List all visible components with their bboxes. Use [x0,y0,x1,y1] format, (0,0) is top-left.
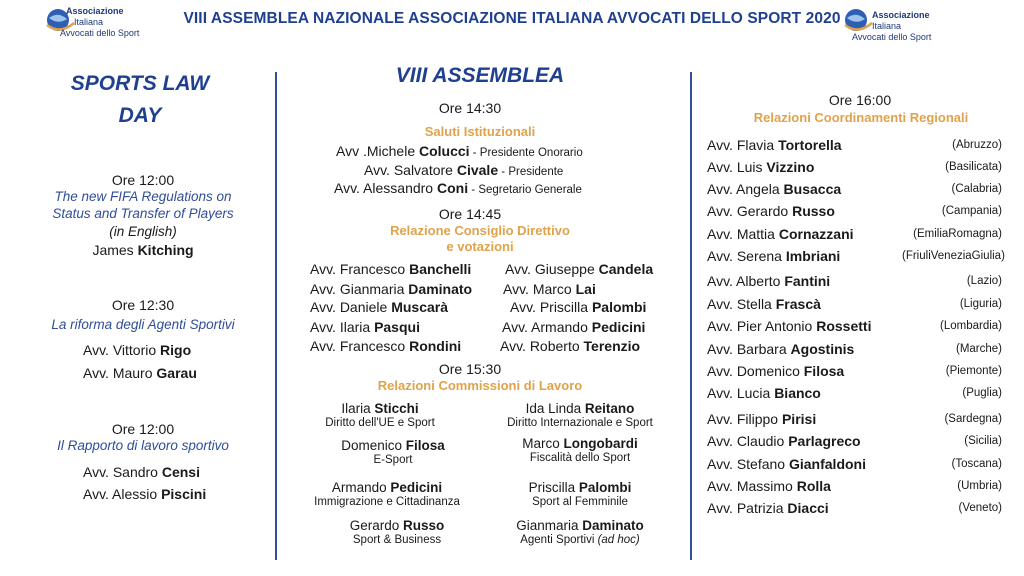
member-last-name: Filosa [405,438,445,453]
speaker-first-name: Avv. Alessio [83,486,162,502]
coordinator-last-name: Rolla [796,478,831,494]
regional-coordinator-row [707,137,1002,155]
coordinator-first-name: Avv. Massimo [707,478,797,494]
member-last-name: Reitano [584,401,635,416]
commission-name: Immigrazione e Cittadinanza [314,496,460,508]
logo-text-line1: Associazione [66,6,124,16]
board-member [310,338,461,354]
region-label: (Sardegna) [944,413,1002,425]
speaker-first-name: James [92,242,138,258]
region-label: (Lombardia) [940,320,1002,332]
member-first-name: Avv. Giuseppe [505,261,599,277]
member-last-name: Russo [403,518,445,533]
region-label: (FriuliVeneziaGiulia) [902,250,1005,262]
commission-member [292,480,482,510]
member-first-name: Avv. Gianmaria [310,281,409,297]
session-heading-line1: Relazione Consiglio Direttivo [390,223,570,238]
member-first-name: Avv. Marco [503,281,576,297]
region-label: (Piemonte) [945,365,1002,377]
commission-member [312,518,482,548]
coordinator-first-name: Avv. Luis [707,159,767,175]
coordinator-first-name: Avv. Stella [707,296,776,312]
regional-coordinator-row [707,456,1002,474]
commission-member [480,480,680,510]
speaker-last-name: Garau [156,365,197,381]
regional-coordinator-row [707,159,1002,177]
region-label: (EmiliaRomagna) [913,228,1002,240]
coordinator-name [707,226,854,242]
coordinator-last-name: Pirisi [781,411,817,427]
coordinator-last-name: Russo [792,203,835,219]
session-time: Ore 12:00 [111,421,175,437]
coordinator-name [707,273,830,289]
regional-coordinator-row [707,181,1002,199]
regional-coordinator-row [707,296,1002,314]
coordinator-name [707,296,821,312]
session-heading [330,223,630,255]
coordinator-name [707,159,814,175]
coordinator-first-name: Avv. Patrizia [707,500,788,516]
person-last-name: Civale [456,162,499,178]
region-label: (Sicilia) [964,435,1002,447]
speaker-last-name: Kitching [137,242,194,258]
coordinator-first-name: Avv. Mattia [707,226,779,242]
member-first-name: Avv. Francesco [310,338,410,354]
session-time: Ore 15:30 [438,361,502,377]
commission-note: (ad hoc) [597,534,640,546]
commission-name [480,533,680,548]
member-last-name: Daminato [408,281,473,297]
person-first-name: Avv .Michele [336,143,419,159]
speaker-last-name: Rigo [160,342,192,358]
regional-coordinator-row [707,478,1002,496]
member-last-name: Daminato [582,518,644,533]
region-label: (Lazio) [966,275,1002,287]
speaker-first-name: Avv. Mauro [83,365,157,381]
session-topic: La riforma degli Agenti Sportivi [51,317,235,332]
coordinator-name [707,433,861,449]
sports-law-day-title-line2: DAY [118,104,162,127]
logo-text-line2: Italiana [74,17,104,27]
assembly-title: VIII ASSEMBLEA [395,64,565,87]
coordinator-first-name: Avv. Lucia [707,385,775,401]
commission-member [308,438,478,468]
regional-coordinator-row [707,341,1002,359]
member-last-name: Lai [575,281,596,297]
commission-name: Sport & Business [352,534,442,546]
speaker [83,365,197,381]
regional-coordinator-row [707,273,1002,291]
coordinator-first-name: Avv. Alberto [707,273,785,289]
region-label: (Umbria) [957,480,1002,492]
coordinator-first-name: Avv. Filippo [707,411,782,427]
coordinator-name [707,385,821,401]
coordinator-first-name: Avv. Pier Antonio [707,318,817,334]
regional-coordinator-row [707,203,1002,221]
commission-member [480,436,680,466]
coordinator-first-name: Avv. Angela [707,181,784,197]
coordinator-name [707,500,829,516]
member-first-name: Avv. Ilaria [310,319,375,335]
coordinator-first-name: Avv. Serena [707,248,786,264]
session-language-note: (in English) [109,224,177,239]
commission-name-text: Agenti Sportivi [520,534,598,546]
regional-coordinator-row [707,248,1005,266]
coordinator-last-name: Gianfaldoni [788,456,866,472]
commission-member [480,518,680,548]
person-role: - Segretario Generale [468,184,582,196]
coordinator-name [707,341,854,357]
commission-name: Diritto dell'UE e Sport [325,417,435,429]
regional-coordinator-row [707,363,1002,381]
session-heading: Saluti Istituzionali [424,124,536,139]
regional-coordinator-row [707,500,1002,518]
speaker [83,464,200,480]
person-row [364,162,563,178]
coordinator-name [707,411,816,427]
commission-member [295,401,465,431]
coordinator-last-name: Filosa [803,363,845,379]
speaker [83,486,206,502]
logo-text-line3: Avvocati dello Sport [60,28,140,38]
coordinator-last-name: Vizzino [766,159,815,175]
board-member [510,299,646,315]
session-topic-line2: Status and Transfer of Players [52,206,234,221]
commission-name: Fiscalità dello Sport [529,452,631,464]
member-first-name: Armando [331,480,391,495]
logo-text-line3: Avvocati dello Sport [852,32,932,42]
member-first-name: Avv. Armando [502,319,592,335]
session-heading-line2: e votazioni [446,239,514,254]
member-last-name: Pasqui [374,319,420,335]
region-label: (Veneto) [958,502,1002,514]
coordinator-last-name: Cornazzani [778,226,854,242]
speaker [40,242,246,258]
speaker-first-name: Avv. Vittorio [83,342,161,358]
member-first-name: Avv. Priscilla [510,299,592,315]
person-first-name: Avv. Salvatore [364,162,457,178]
member-first-name: Marco [522,436,564,451]
session-time: Ore 14:45 [438,206,502,222]
logo-text-line2: Italiana [872,21,902,31]
coordinator-last-name: Parlagreco [788,433,861,449]
commission-member [480,401,680,431]
member-last-name: Rondini [409,338,462,354]
regional-coordinator-row [707,226,1002,244]
regional-coordinator-row [707,433,1002,451]
coordinator-first-name: Avv. Domenico [707,363,804,379]
member-last-name: Terenzio [583,338,641,354]
coordinator-last-name: Agostinis [790,341,855,357]
session-topic-line1: The new FIFA Regulations on [54,189,232,204]
coordinator-first-name: Avv. Barbara [707,341,791,357]
coordinator-last-name: Busacca [783,181,842,197]
member-first-name: Ida Linda [525,401,585,416]
region-label: (Marche) [955,343,1002,355]
member-last-name: Candela [598,261,654,277]
member-first-name: Avv. Daniele [310,299,392,315]
coordinator-last-name: Fantini [784,273,831,289]
session-heading: Relazioni Commissioni di Lavoro [377,378,583,393]
speaker-last-name: Piscini [161,486,207,502]
regional-coordinator-row [707,385,1002,403]
commission-name: Sport al Femminile [532,496,628,508]
coordinator-last-name: Diacci [787,500,829,516]
member-last-name: Longobardi [563,436,638,451]
speaker-last-name: Censi [161,464,200,480]
member-first-name: Avv. Francesco [310,261,410,277]
person-role: - Presidente Onorario [469,147,583,159]
coordinator-name [707,137,842,153]
commission-name: Diritto Internazionale e Sport [507,417,653,429]
member-first-name: Avv. Roberto [500,338,584,354]
session-time: Ore 16:00 [828,92,892,108]
coordinator-first-name: Avv. Gerardo [707,203,793,219]
region-label: (Puglia) [962,387,1002,399]
coordinator-name [707,318,871,334]
member-first-name: Ilaria [341,401,375,416]
person-row [334,180,582,196]
person-row [336,143,583,159]
region-label: (Liguria) [959,298,1002,310]
board-member [310,281,472,297]
regional-coordinator-row [707,318,1002,336]
member-last-name: Banchelli [409,261,472,277]
coordinator-name [707,248,840,264]
coordinator-name [707,456,866,472]
person-first-name: Avv. Alessandro [334,180,437,196]
member-first-name: Gianmaria [516,518,583,533]
member-last-name: Pedicini [390,480,443,495]
coordinator-last-name: Rossetti [816,318,872,334]
page-title: VIII ASSEMBLEA NAZIONALE ASSOCIAZIONE ITALIANA AVVOCATI DELLO SPORT 2020 [183,10,841,27]
region-label: (Calabria) [951,183,1002,195]
member-first-name: Gerardo [349,518,403,533]
regional-coordinator-row [707,411,1002,429]
person-last-name: Coni [436,180,469,196]
board-member [310,319,420,335]
coordinator-last-name: Imbriani [785,248,841,264]
member-last-name: Pedicini [591,319,646,335]
coordinator-first-name: Avv. Stefano [707,456,789,472]
column-divider-right [690,72,692,560]
member-first-name: Priscilla [528,480,579,495]
coordinator-name [707,203,835,219]
member-last-name: Sticchi [374,401,419,416]
speaker-first-name: Avv. Sandro [83,464,162,480]
session-topic: Il Rapporto di lavoro sportivo [57,438,229,453]
board-member [310,299,448,315]
region-label: (Campania) [941,205,1002,217]
coordinator-name [707,478,831,494]
session-topic [20,188,266,222]
session-time: Ore 12:00 [111,172,175,188]
coordinator-last-name: Tortorella [778,137,842,153]
board-member [502,319,645,335]
session-time: Ore 14:30 [438,100,502,116]
region-label: (Basilicata) [945,161,1002,173]
speaker [83,342,191,358]
sports-law-day-title-line1: SPORTS LAW [70,72,210,95]
commission-name: E-Sport [373,454,413,466]
logo-text-line1: Associazione [872,10,930,20]
member-first-name: Domenico [341,438,406,453]
session-heading: Relazioni Coordinamenti Regionali [753,110,969,125]
coordinator-first-name: Avv. Claudio [707,433,789,449]
member-last-name: Palombi [591,299,647,315]
coordinator-last-name: Frascà [775,296,821,312]
coordinator-first-name: Avv. Flavia [707,137,779,153]
coordinator-last-name: Bianco [774,385,821,401]
person-last-name: Colucci [419,143,470,159]
column-divider-left [275,72,277,560]
member-last-name: Palombi [578,480,632,495]
person-role: - Presidente [498,166,564,178]
board-member [505,261,653,277]
region-label: (Toscana) [951,458,1002,470]
coordinator-name [707,363,844,379]
board-member [503,281,596,297]
member-last-name: Muscarà [391,299,449,315]
region-label: (Abruzzo) [952,139,1002,151]
coordinator-name [707,181,841,197]
session-time: Ore 12:30 [111,297,175,313]
board-member [310,261,471,277]
board-member [500,338,640,354]
